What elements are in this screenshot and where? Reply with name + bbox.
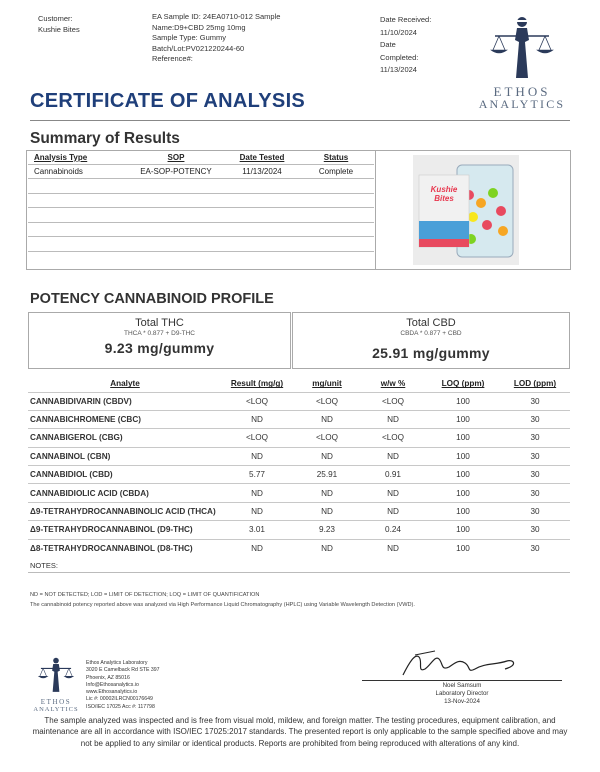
analyte-name: CANNABIGEROL (CBG) <box>28 429 220 447</box>
analyte-row <box>28 539 570 557</box>
summary-empty-row <box>28 193 374 208</box>
analyte-value: <LOQ <box>294 392 360 410</box>
summary-row <box>28 164 374 179</box>
lab-license: Lic #: 00002ILRCN00176649 <box>86 696 153 703</box>
analyte-name: Δ8-TETRAHYDROCANNABINOL (D8-THC) <box>28 539 220 557</box>
analyte-value: 100 <box>426 466 500 484</box>
lab-info <box>86 660 160 711</box>
analyte-row <box>28 466 570 484</box>
analyte-value: 30 <box>500 447 570 465</box>
analyte-row <box>28 447 570 465</box>
total-cbd-label: Total CBD <box>406 317 456 329</box>
analyte-value: ND <box>220 502 294 520</box>
total-thc-label: Total THC <box>135 317 184 329</box>
analyte-value: 100 <box>426 410 500 428</box>
analyte-value: 100 <box>426 429 500 447</box>
signature-image <box>395 645 525 680</box>
lab-address-1: 3020 E Camelback Rd STE 397 <box>86 667 160 674</box>
analyte-value: 5.77 <box>220 466 294 484</box>
analyte-value: ND <box>220 484 294 502</box>
logo-word-ethos: ETHOS <box>40 698 72 706</box>
summary-divider <box>375 150 376 270</box>
analyte-name: CANNABIDIOL (CBD) <box>28 466 220 484</box>
col-lod: LOD (ppm) <box>513 379 557 389</box>
analyte-value: ND <box>294 447 360 465</box>
col-ww-percent: w/w % <box>380 379 406 389</box>
summary-col-status: Status <box>323 152 349 162</box>
total-thc-box <box>28 312 291 369</box>
analyte-value: ND <box>220 447 294 465</box>
summary-col-sop: SOP <box>167 152 185 162</box>
signer-name: Noel Samsum <box>442 682 482 689</box>
notes-label: NOTES: <box>30 561 58 570</box>
analyte-name: CANNABICHROMENE (CBC) <box>28 410 220 428</box>
total-cbd-formula: CBDA * 0.877 + CBD <box>400 330 462 337</box>
dates-block <box>380 14 431 77</box>
analyte-value: 30 <box>500 392 570 410</box>
analyte-value: ND <box>360 502 426 520</box>
potency-title: POTENCY CANNABINOID PROFILE <box>30 291 274 307</box>
col-loq: LOQ (ppm) <box>441 379 485 389</box>
summary-empty-row <box>28 237 374 252</box>
analyte-value: 100 <box>426 484 500 502</box>
analyte-value: ND <box>360 484 426 502</box>
summary-col-date-tested: Date Tested <box>239 152 285 162</box>
analyte-value: 30 <box>500 539 570 557</box>
analyte-value: <LOQ <box>220 392 294 410</box>
footnote-method: The cannabinoid potency reported above was analyzed via High Performance Liquid Chromatography (HPLC) using Variable Wavelength Detection (VWD). <box>30 602 415 608</box>
analyte-value: 0.91 <box>360 466 426 484</box>
col-analyte: Analyte <box>110 379 140 389</box>
analyte-row <box>28 484 570 502</box>
notes-divider <box>28 572 570 573</box>
analyte-row <box>28 392 570 410</box>
analyte-name: Δ9-TETRAHYDROCANNABINOL (D9-THC) <box>28 521 220 539</box>
total-cbd-box <box>292 312 570 369</box>
analyte-row <box>28 410 570 428</box>
summary-cell: Cannabinoids <box>28 164 126 179</box>
col-result: Result (mg/g) <box>230 379 284 389</box>
summary-cell: 11/13/2024 <box>226 164 298 179</box>
analyte-name: CANNABINOL (CBN) <box>28 447 220 465</box>
batch-lot: Batch/Lot:PV021220244-60 <box>152 43 245 53</box>
logo-word-ethos: ETHOS <box>493 84 551 99</box>
ethos-logo-footer <box>30 655 82 714</box>
summary-col-analysis-type: Analysis Type <box>34 152 88 162</box>
signature-line <box>362 680 562 681</box>
date-received: 11/10/2024 <box>380 27 417 37</box>
analyte-value: ND <box>294 410 360 428</box>
page-title: CERTIFICATE OF ANALYSIS <box>30 90 306 112</box>
sample-info-block <box>152 12 280 65</box>
header-divider <box>30 120 570 121</box>
sample-type: Sample Type: Gummy <box>152 33 227 42</box>
lab-website[interactable]: www.Ethosanalytics.io <box>86 689 138 696</box>
total-thc-value: 9.23 mg/gummy <box>104 340 215 356</box>
analyte-table <box>28 376 570 558</box>
signer-date: 13-Nov-2024 <box>444 698 480 706</box>
analyte-value: 3.01 <box>220 521 294 539</box>
analyte-row <box>28 502 570 520</box>
summary-cell: EA-SOP-POTENCY <box>126 164 226 179</box>
product-brand-text: Kushie Bites <box>430 185 458 203</box>
customer-name: Kushie Bites <box>38 24 80 34</box>
lady-justice-scales-icon <box>487 12 557 80</box>
lab-address-2: Phoenix, AZ 85016 <box>86 674 130 681</box>
analyte-value: 30 <box>500 410 570 428</box>
analyte-value: 30 <box>500 521 570 539</box>
analyte-value: ND <box>360 447 426 465</box>
analyte-name: CANNABIDIVARIN (CBDV) <box>28 392 220 410</box>
analyte-value: 30 <box>500 466 570 484</box>
analyte-row <box>28 429 570 447</box>
date-completed-label-2: Completed: <box>380 52 419 62</box>
analyte-value: ND <box>220 410 294 428</box>
analyte-value: <LOQ <box>294 429 360 447</box>
analyte-value: 25.91 <box>294 466 360 484</box>
signer-block <box>362 682 562 707</box>
summary-empty-row <box>28 179 374 194</box>
reference: Reference#: <box>152 54 193 63</box>
date-completed: 11/13/2024 <box>380 65 417 74</box>
sample-name: Name:D9+CBD 25mg 10mg <box>152 22 246 32</box>
analyte-value: ND <box>360 410 426 428</box>
summary-empty-row <box>28 251 374 266</box>
analyte-value: 100 <box>426 521 500 539</box>
summary-table <box>28 151 374 266</box>
logo-word-analytics: ANALYTICS <box>33 706 79 713</box>
product-photo-icon <box>413 155 519 265</box>
analyte-name: CANNABIDIOLIC ACID (CBDA) <box>28 484 220 502</box>
analyte-value: ND <box>294 539 360 557</box>
analyte-value: ND <box>294 502 360 520</box>
analyte-value: 100 <box>426 392 500 410</box>
analyte-value: <LOQ <box>220 429 294 447</box>
logo-word-analytics: ANALYTICS <box>478 97 566 111</box>
customer-block <box>38 14 80 35</box>
analyte-value: 100 <box>426 502 500 520</box>
ethos-logo <box>474 12 570 111</box>
lab-email[interactable]: Info@Ethosanalytics.io <box>86 681 139 688</box>
sample-id: EA Sample ID: 24EA0710-012 Sample <box>152 12 281 21</box>
analyte-name: Δ9-TETRAHYDROCANNABINOLIC ACID (THCA) <box>28 502 220 520</box>
summary-empty-row <box>28 222 374 237</box>
disclaimer: The sample analyzed was inspected and is free from visual mold, mildew, and foreign matter. The testing procedures, equipment calibration, and maintenance are all in accordance with ISO/IEC 17025:2017 standards. The presented report is only applicable to the sample specified above and may not be applied to any similar or identical products. Reports are prohibited from being reproduced with alterations of any kind. <box>32 716 568 748</box>
signer-title: Laboratory Director <box>435 690 489 698</box>
analyte-value: ND <box>360 539 426 557</box>
customer-label: Customer: <box>38 14 73 23</box>
analyte-value: ND <box>220 539 294 557</box>
analyte-value: 9.23 <box>294 521 360 539</box>
total-cbd-value: 25.91 mg/gummy <box>372 345 490 361</box>
lady-justice-scales-icon <box>36 655 76 693</box>
summary-empty-row <box>28 208 374 223</box>
analyte-value: <LOQ <box>360 392 426 410</box>
analyte-value: 100 <box>426 539 500 557</box>
analyte-row <box>28 521 570 539</box>
footnote-abbreviations: ND = NOT DETECTED; LOD = LIMIT OF DETECTION; LOQ = LIMIT OF QUANTIFICATION <box>30 592 260 598</box>
summary-title: Summary of Results <box>30 130 180 147</box>
analyte-value: 30 <box>500 502 570 520</box>
date-completed-label-1: Date <box>380 40 396 49</box>
analyte-value: ND <box>294 484 360 502</box>
analyte-value: 30 <box>500 429 570 447</box>
lab-name: Ethos Analytics Laboratory <box>86 660 148 666</box>
total-thc-formula: THCA * 0.877 + D9-THC <box>124 330 195 337</box>
date-received-label: Date Received: <box>380 15 432 24</box>
product-image <box>413 155 519 265</box>
analyte-value: <LOQ <box>360 429 426 447</box>
lab-iso: ISO/IEC 17025 Acc #: 117798 <box>86 703 155 710</box>
col-mg-unit: mg/unit <box>312 379 342 389</box>
analyte-value: 30 <box>500 484 570 502</box>
summary-cell: Complete <box>298 164 374 179</box>
analyte-value: 0.24 <box>360 521 426 539</box>
analyte-value: 100 <box>426 447 500 465</box>
